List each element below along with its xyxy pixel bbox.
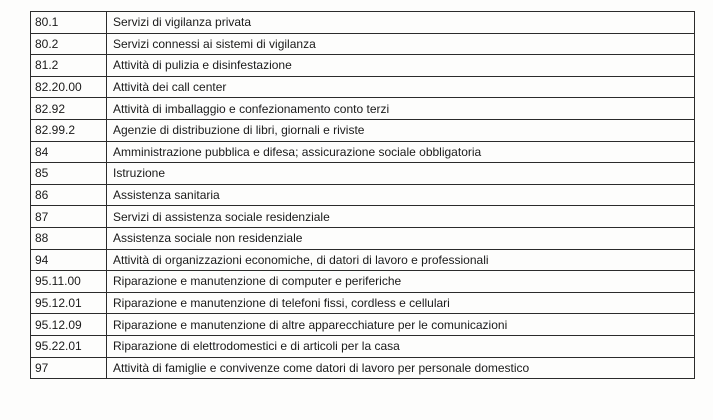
row-description: Servizi di vigilanza privata — [107, 12, 695, 34]
row-code: 84 — [31, 141, 107, 163]
row-description: Servizi di assistenza sociale residenziale — [107, 206, 695, 228]
row-description: Attività di pulizia e disinfestazione — [107, 55, 695, 77]
row-code: 82.20.00 — [31, 76, 107, 98]
row-code: 95.12.09 — [31, 314, 107, 336]
table-row — [31, 249, 695, 271]
table-row — [31, 76, 695, 98]
row-code: 95.11.00 — [31, 271, 107, 293]
row-description: Attività di imballaggio e confezionamento conto terzi — [107, 98, 695, 120]
activity-codes-body — [31, 12, 695, 379]
row-code: 95.22.01 — [31, 335, 107, 357]
table-row — [31, 119, 695, 141]
table-row — [31, 184, 695, 206]
row-code: 85 — [31, 163, 107, 185]
row-description: Attività dei call center — [107, 76, 695, 98]
row-description: Riparazione e manutenzione di altre apparecchiature per le comunicazioni — [107, 314, 695, 336]
table-row — [31, 227, 695, 249]
row-code: 95.12.01 — [31, 292, 107, 314]
row-code: 80.2 — [31, 33, 107, 55]
row-description: Attività di organizzazioni economiche, di datori di lavoro e professionali — [107, 249, 695, 271]
row-code: 87 — [31, 206, 107, 228]
row-description: Agenzie di distribuzione di libri, giornali e riviste — [107, 119, 695, 141]
table-row — [31, 314, 695, 336]
row-code: 86 — [31, 184, 107, 206]
table-row — [31, 33, 695, 55]
row-description: Assistenza sanitaria — [107, 184, 695, 206]
row-code: 80.1 — [31, 12, 107, 34]
table-row — [31, 141, 695, 163]
table-row — [31, 163, 695, 185]
table-row — [31, 335, 695, 357]
table-row — [31, 292, 695, 314]
row-code: 94 — [31, 249, 107, 271]
row-description: Riparazione di elettrodomestici e di articoli per la casa — [107, 335, 695, 357]
table-row — [31, 206, 695, 228]
row-code: 88 — [31, 227, 107, 249]
row-description: Servizi connessi ai sistemi di vigilanza — [107, 33, 695, 55]
table-row — [31, 98, 695, 120]
row-description: Riparazione e manutenzione di computer e periferiche — [107, 271, 695, 293]
row-code: 82.92 — [31, 98, 107, 120]
row-description: Riparazione e manutenzione di telefoni fissi, cordless e cellulari — [107, 292, 695, 314]
row-description: Attività di famiglie e convivenze come datori di lavoro per personale domestico — [107, 357, 695, 379]
table-row — [31, 357, 695, 379]
row-description: Assistenza sociale non residenziale — [107, 227, 695, 249]
row-code: 82.99.2 — [31, 119, 107, 141]
activity-codes-table — [30, 11, 695, 379]
row-code: 81.2 — [31, 55, 107, 77]
table-row — [31, 55, 695, 77]
row-description: Amministrazione pubblica e difesa; assicurazione sociale obbligatoria — [107, 141, 695, 163]
row-description: Istruzione — [107, 163, 695, 185]
table-row — [31, 12, 695, 34]
row-code: 97 — [31, 357, 107, 379]
table-row — [31, 271, 695, 293]
